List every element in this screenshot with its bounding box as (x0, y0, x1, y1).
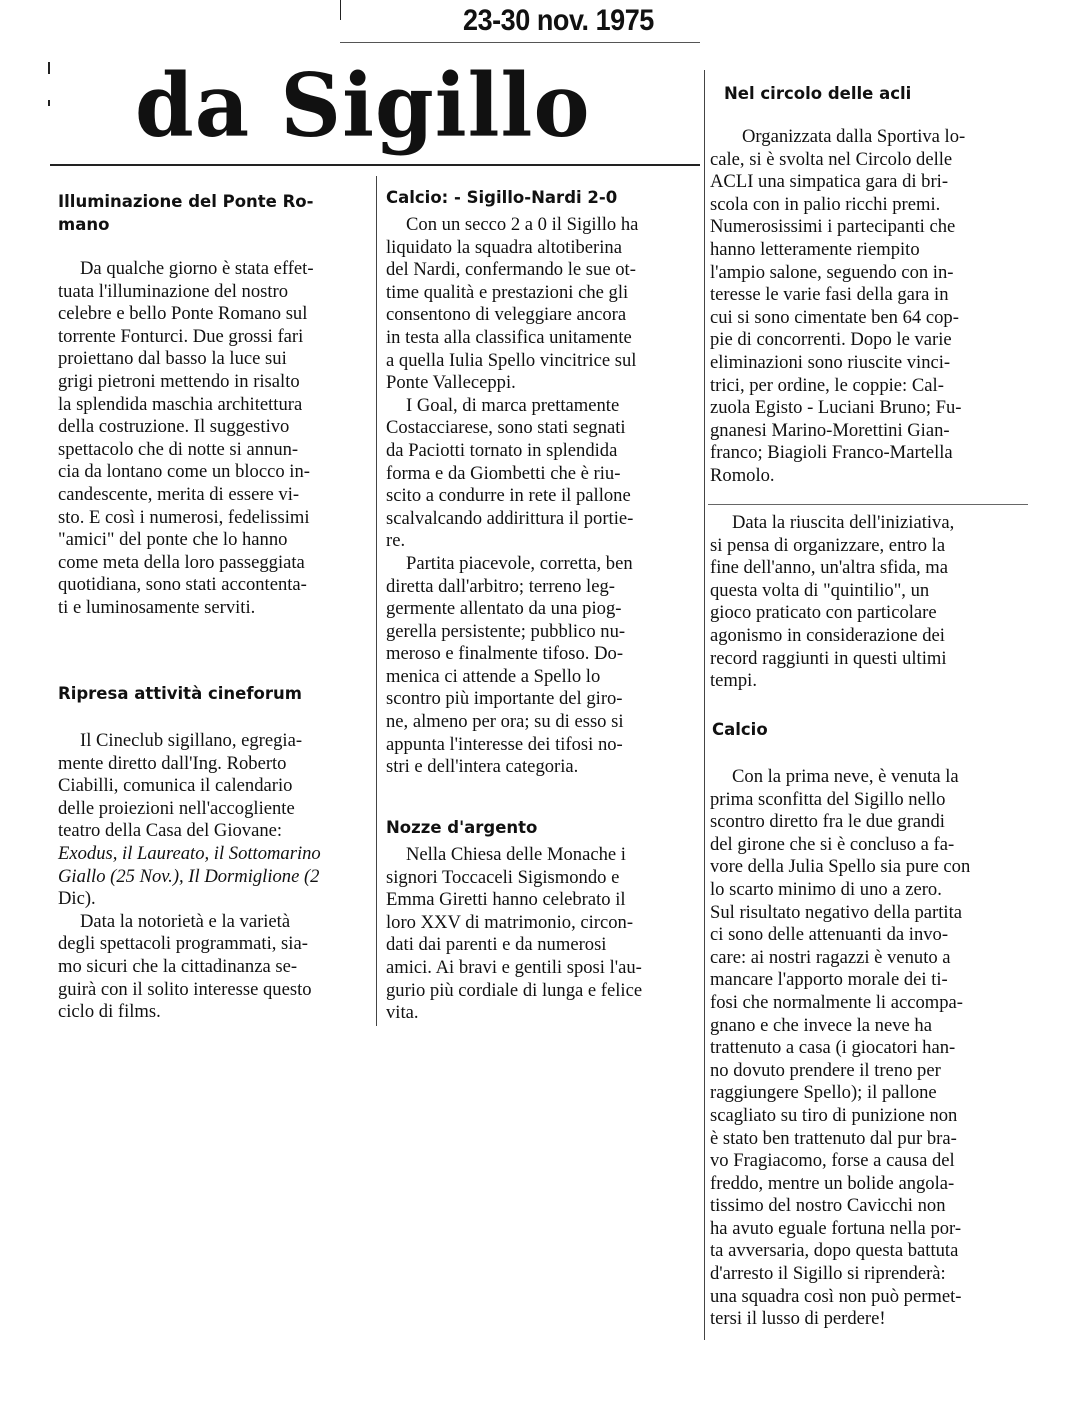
article-body-cineforum: Il Cineclub sigillano, egregia- mente diretto dall'Ing. Roberto Ciabilli, comunica il calendario delle proiezioni nell'accogliente teatro della Casa del Giovane: Exodus, il Laureato, il Sottomarino Giallo (25 Nov.), Il Dormiglione (2 Dic). Data la notorietà e la varietà degli spettacoli programmati, sia- mo sicuri che la cittadinanza se- guirà con il solito interesse questo ciclo di films. (58, 730, 321, 1023)
article-title-illuminazione: Illuminazione del Ponte Ro- mano (58, 192, 314, 234)
masthead: da Sigillo (135, 53, 591, 157)
column-rule (704, 70, 705, 1340)
crop-mark (48, 100, 50, 106)
crop-mark (340, 0, 341, 20)
crop-mark (48, 62, 50, 74)
date-rule (340, 42, 700, 43)
issue-date: 23-30 nov. 1975 (463, 4, 654, 37)
article-body-calcio: Con la prima neve, è venuta la prima sconfitta del Sigillo nello scontro diretto fra le due grandi del girone che si è concluso a fa- vore della Julia Spello sia pure con lo scarto minimo di uno a zero. Sul risultato negativo della partita ci sono delle attenuanti da invo- care: ai nostri ragazzi è venuto a mancare l'apporto morale dei ti- fosi che normalmente li accompa- gnano e che invece la neve ha trattenuto a casa (i giocatori han- no dovuto prendere il treno per raggiungere Spello); il pallone scagliato su tiro di punizione non è stato ben trattenuto dal pur bra- vo Fragiacomo, forse a causa del freddo, mentre un bolide angola- tissimo del nostro Cavicchi non ha avuto eguale fortuna nella por- ta avversaria, dopo questa battuta d'arresto il Sigillo si riprenderà: una squadra così non può permet- tersi il lusso di perdere! (710, 766, 971, 1330)
article-title-nozze: Nozze d'argento (386, 818, 538, 837)
article-body-acli: Organizzata dalla Sportiva lo- cale, si è svolta nel Circolo delle ACLI una simpatica gara di bri- scola con in palio ricchi premi. Numerosissimi i partecipanti che hanno letteramente riempito l'ampio salone, seguendo con in- teresse le varie fasi della gara in cui si sono cimentate ben 64 cop- pie di concorrenti. Dopo le varie eliminazioni sono riuscite vinci- trici, per ordine, le coppie: Cal- zuola Egisto - Luciani Bruno; Fu- gnanesi Marino-Morettini Gian- franco; Biagioli Franco-Martella Romolo. (710, 126, 966, 486)
article-title-calcio: Calcio (712, 720, 768, 739)
section-divider (708, 504, 1028, 505)
column-rule (376, 176, 377, 1026)
article-body-acli-continued: Data la riuscita dell'iniziativa, si pensa di organizzare, entro la fine dell'anno, un'altra sfida, ma questa volta di "quintilio", un gioco praticato con particolare agonismo in considerazione dei record raggiunti in questi ultimi tempi. (710, 512, 955, 692)
article-body-calcio-nardi: Con un secco 2 a 0 il Sigillo ha liquidato la squadra altotiberina del Nardi, confermando le sue ot- time qualità e prestazioni che gli consentono di veleggiare ancora in testa alla classifica unitamente a quella Iulia Spello vincitrice sul Ponte Valleceppi. I Goal, di marca prettamente Costacciarese, sono stati segnati da Paciotti tornato in splendida forma e da Giombetti che è riu- scito a condurre in rete il pallone scalvalcando addirittura il portie- re. Partita piacevole, corretta, ben diretta dall'arbitro; terreno leg- germente allentato da una piog- gerella persistente; pubblico nu- meroso e finalmente tifoso. Do- menica ci attende a Spello lo scontro più importante del giro- ne, almeno per ora; su di esso si appunta l'interesse dei tifosi no- stri e dell'intera categoria. (386, 214, 639, 778)
masthead-rule (50, 164, 700, 166)
article-title-cineforum: Ripresa attività cineforum (58, 684, 302, 703)
article-title-acli: Nel circolo delle acli (724, 84, 912, 103)
article-body-illuminazione: Da qualche giorno è stata effet- tuata l'illuminazione del nostro celebre e bello Ponte Romano sul torrente Fonturci. Due grossi fari proiettano dal basso la luce sui grigi pietroni mettendo in risalto la splendida maschia architettura della costruzione. Il suggestivo spettacolo che di notte si annun- cia da lontano come un blocco in- candescente, merita di essere vi- sto. E così i numerosi, fedelissimi "amici" del ponte che lo hanno come meta della loro passeggiata quotidiana, sono stati accontenta- ti e luminosamente serviti. (58, 258, 314, 618)
article-title-calcio-nardi: Calcio: - Sigillo-Nardi 2-0 (386, 188, 618, 207)
article-body-nozze: Nella Chiesa delle Monache i signori Toccaceli Sigismondo e Emma Giretti hanno celebrato il loro XXV di matrimonio, circon- dati dai parenti e da numerosi amici. Ai bravi e gentili sposi l'au- gurio più cordiale di lunga e felice vita. (386, 844, 643, 1024)
